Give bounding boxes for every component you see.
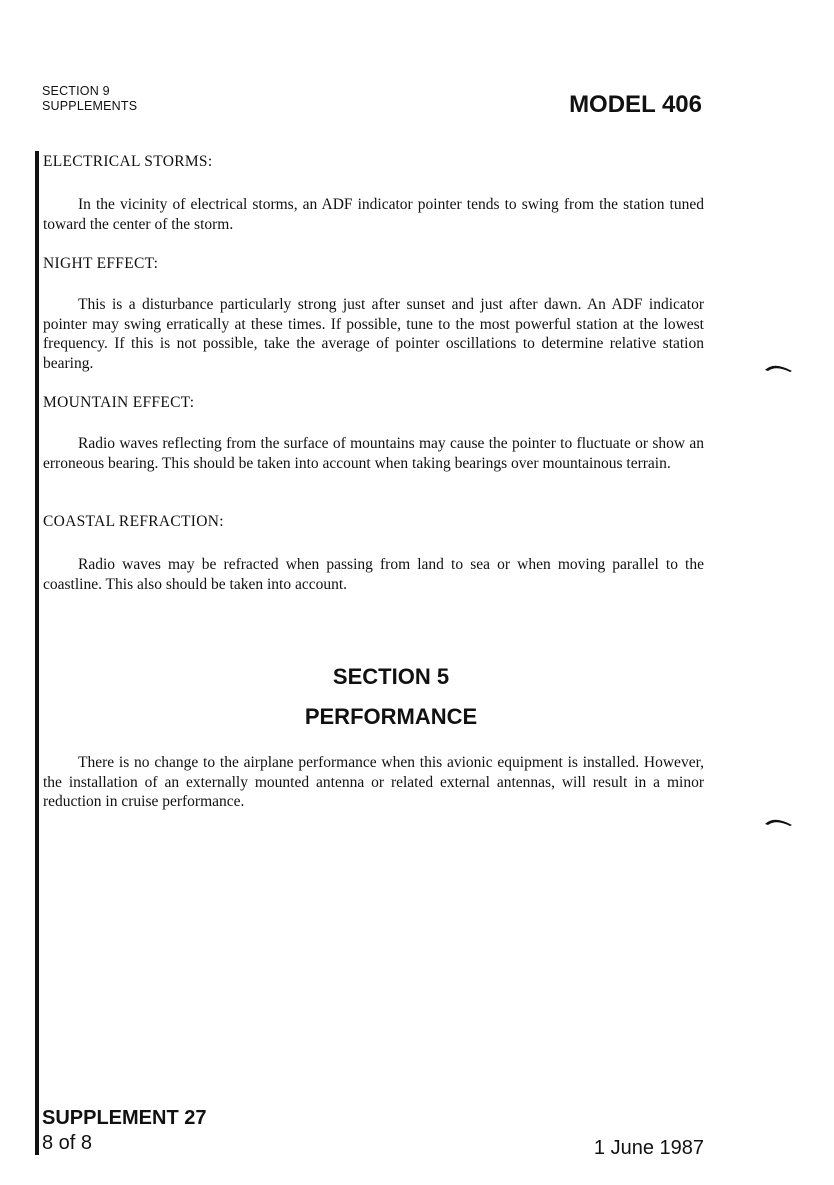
mountain-effect-heading: MOUNTAIN EFFECT:: [43, 394, 195, 411]
section-label: SECTION 9: [42, 84, 110, 98]
electrical-storms-paragraph: [43, 195, 704, 234]
coastal-refraction-paragraph: [43, 555, 704, 594]
section5-title: SECTION 5: [332, 664, 450, 689]
night-effect-heading: NIGHT EFFECT:: [43, 255, 159, 272]
performance-title: PERFORMANCE: [304, 704, 478, 729]
night-effect-paragraph: [43, 295, 704, 373]
mountain-effect-text: Radio waves reflecting from the surface of mountains may cause the pointer to fluctuate or show an erroneous bearing. This should be taken into account when taking bearings over mountainous terrain.: [43, 435, 704, 472]
coastal-refraction-heading: COASTAL REFRACTION:: [43, 513, 224, 530]
binding-mark-icon: [764, 815, 794, 827]
section-header: [42, 84, 137, 114]
mountain-effect-paragraph: [43, 434, 704, 473]
revision-date: 1 June 1987: [593, 1137, 704, 1159]
binding-mark-icon: [764, 361, 794, 373]
performance-text: There is no change to the airplane performance when this avionic equipment is installed. However, the installation of an externally mounted antenna or related external antennas, will result in a minor reduction in cruise performance.: [43, 754, 704, 810]
supplement-label: SUPPLEMENT 27: [42, 1107, 207, 1129]
model-title: MODEL 406: [569, 91, 702, 118]
electrical-storms-text: In the vicinity of electrical storms, an ADF indicator pointer tends to swing from the station tuned toward the center of the storm.: [43, 196, 704, 233]
night-effect-text: This is a disturbance particularly strong just after sunset and just after dawn. An ADF indicator pointer may swing erratically at these times. If possible, tune to the most powerful station at the lowest frequency. If this is not possible, take the average of pointer oscillations to determine relative station bearing.: [43, 296, 704, 372]
electrical-storms-heading: ELECTRICAL STORMS:: [43, 153, 213, 170]
performance-paragraph: [43, 753, 704, 812]
page-number: 8 of 8: [42, 1132, 93, 1154]
coastal-refraction-text: Radio waves may be refracted when passing from land to sea or when moving parallel to the coastline. This also should be taken into account.: [43, 556, 704, 593]
revision-bar: [35, 151, 39, 1155]
supplements-label: SUPPLEMENTS: [42, 99, 138, 113]
